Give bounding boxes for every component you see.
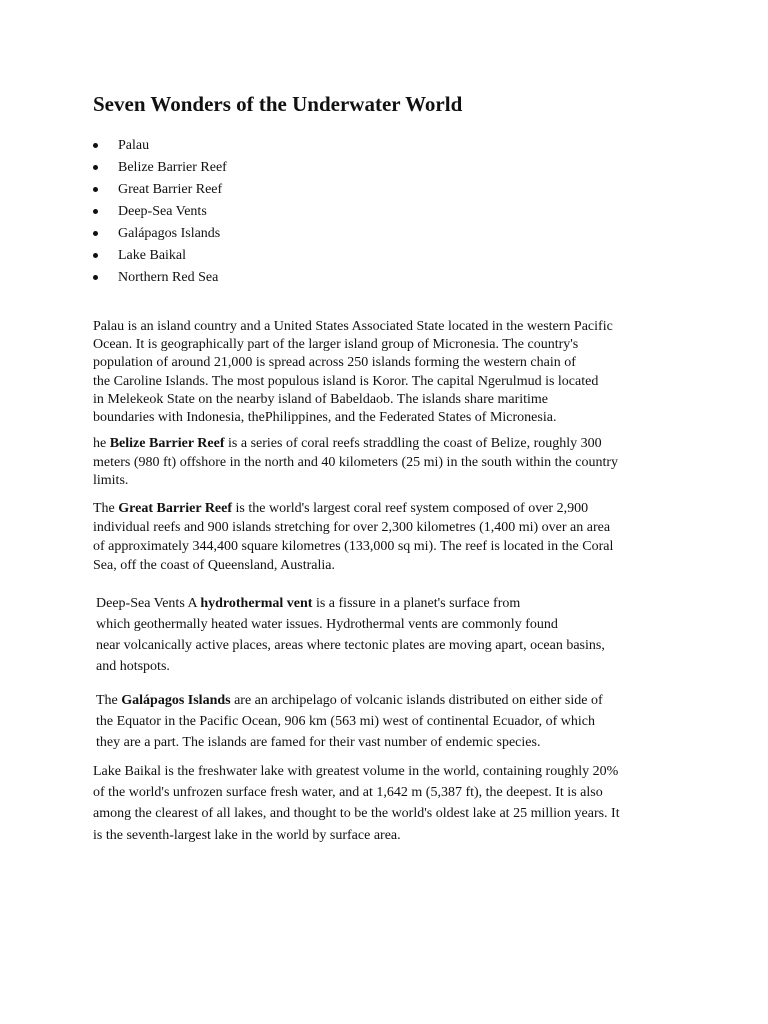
- text-run: is the world's largest coral reef system composed of over 2,900: [232, 501, 589, 516]
- text-line: among the clearest of all lakes, and thought to be the world's oldest lake at 25 million years. It: [93, 806, 620, 822]
- bold-term: hydrothermal vent: [200, 596, 313, 611]
- list-item: [93, 157, 227, 179]
- text-line: the Caroline Islands. The most populous island is Koror. The capital Ngerulmud is located: [93, 373, 599, 389]
- list-item-label: Palau: [118, 138, 150, 153]
- bold-term: Belize Barrier Reef: [109, 436, 225, 451]
- text-line: meters (980 ft) offshore in the north and 40 kilometers (25 mi) in the south within the country: [93, 454, 619, 470]
- text-line: in Melekeok State on the nearby island of Babeldaob. The islands share maritime: [93, 391, 549, 407]
- text-line: [96, 593, 605, 614]
- list-item-label: Great Barrier Reef: [118, 182, 223, 197]
- text-line: they are a part. The islands are famed for their vast number of endemic species.: [96, 735, 541, 750]
- text-line: Ocean. It is geographically part of the larger island group of Micronesia. The country's: [93, 337, 579, 353]
- list-item-label: Belize Barrier Reef: [118, 160, 227, 175]
- bold-term: Great Barrier Reef: [118, 501, 233, 516]
- text-line: population of around 21,000 is spread across 250 islands forming the western chain of: [93, 355, 576, 371]
- list-item: [93, 223, 227, 245]
- list-item: [93, 245, 227, 267]
- text-line: limits.: [93, 473, 129, 488]
- list-item: [93, 179, 227, 201]
- text-run: are an archipelago of volcanic islands distributed on either side of: [230, 693, 603, 708]
- text-line: of approximately 344,400 square kilometres (133,000 sq mi). The reef is located in the Coral: [93, 539, 614, 554]
- bullet-icon: [93, 187, 98, 192]
- text-line: which geothermally heated water issues. Hydrothermal vents are commonly found: [96, 617, 558, 632]
- list-item-label: Deep-Sea Vents: [118, 204, 207, 219]
- list-item: [93, 135, 227, 157]
- text-line: Palau is an island country and a United States Associated State located in the western Pacific: [93, 319, 613, 334]
- text-run: is a fissure in a planet's surface from: [312, 596, 521, 611]
- lake-baikal-paragraph: [93, 761, 620, 846]
- bullet-icon: [93, 275, 98, 280]
- bullet-icon: [93, 143, 98, 148]
- text-line: the Equator in the Pacific Ocean, 906 km (563 mi) west of continental Ecuador, of which: [96, 714, 596, 729]
- text-line: [93, 435, 618, 454]
- list-item-label: Lake Baikal: [118, 248, 187, 263]
- list-item-label: Northern Red Sea: [118, 270, 219, 285]
- text-line: [93, 499, 613, 518]
- text-line: [96, 690, 603, 711]
- galapagos-paragraph: [96, 690, 603, 753]
- text-line: of the world's unfrozen surface fresh water, and at 1,642 m (5,387 ft), the deepest. It is also: [93, 785, 603, 801]
- text-run: The: [93, 501, 119, 516]
- great-barrier-reef-paragraph: [93, 499, 613, 575]
- text-line: individual reefs and 900 islands stretching for over 2,300 kilometres (1,400 mi) over an area: [93, 520, 611, 535]
- belize-paragraph: [93, 435, 618, 491]
- list-item: [93, 201, 227, 223]
- bullet-icon: [93, 165, 98, 170]
- list-item: [93, 267, 227, 289]
- palau-paragraph: [93, 318, 613, 427]
- text-run: he: [93, 436, 110, 451]
- document-title: Seven Wonders of the Underwater World: [93, 92, 463, 116]
- text-run: The: [96, 693, 122, 708]
- text-line: boundaries with Indonesia, thePhilippines, and the Federated States of Micronesia.: [93, 410, 557, 426]
- bullet-icon: [93, 253, 98, 258]
- bullet-icon: [93, 209, 98, 214]
- text-line: near volcanically active places, areas where tectonic plates are moving apart, ocean basins,: [96, 638, 605, 653]
- bullet-icon: [93, 231, 98, 236]
- bold-term: Galápagos Islands: [121, 693, 231, 708]
- text-line: is the seventh-largest lake in the world by surface area.: [93, 827, 401, 843]
- text-line: Sea, off the coast of Queensland, Australia.: [93, 558, 335, 573]
- text-line: and hotspots.: [96, 659, 170, 674]
- text-line: Lake Baikal is the freshwater lake with greatest volume in the world, containing roughly 20%: [93, 764, 619, 779]
- wonders-list: [93, 135, 227, 289]
- list-item-label: Galápagos Islands: [118, 226, 221, 241]
- deep-sea-vents-paragraph: [96, 593, 605, 677]
- text-run: Deep-Sea Vents A: [96, 596, 201, 611]
- text-run: is a series of coral reefs straddling the coast of Belize, roughly 300: [224, 436, 602, 451]
